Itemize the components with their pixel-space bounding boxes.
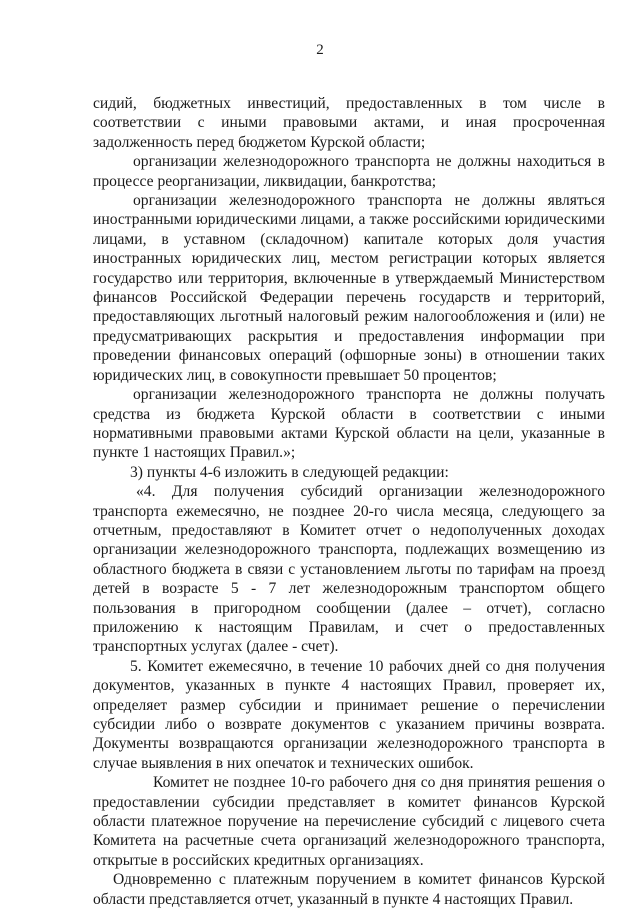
paragraph-no-other-funds: организации железнодорожного транспорта не должны получать средства из бюджета Курской области в соответствии с иными нормативными правовыми актами Курской области на цели, указанные в пункте 1 настоящих Правил.»; <box>93 386 605 462</box>
paragraph-item-3: 3) пункты 4-6 изложить в следующей редакции: <box>130 463 449 481</box>
page-number: 2 <box>316 42 324 58</box>
document-body <box>93 94 605 909</box>
paragraph-no-reorganization: организации железнодорожного транспорта не должны находиться в процессе реорганизации, ликвидации, банкротства; <box>93 153 605 190</box>
paragraph-rule-5: 5. Комитет ежемесячно, в течение 10 рабочих дней со дня получения документов, указанных в пункте 4 настоящих Правил, проверяет их, определяет размер субсидии и принимает решение о перечислении субсидии либо о возврате документов с указанием причины возврата. Документы возвращаются организации железнодорожного транспорта в случае выявления в них опечаток и технических ошибок. <box>93 657 605 772</box>
paragraph-payment-order: Комитет не позднее 10-го рабочего дня со дня принятия решения о предоставлении субсидии представляет в комитет финансов Курской области платежное поручение на перечисление субсидий с лицевого счета Комитета на расчетные счета организаций железнодорожного транспорта, открытые в российских кредитных организациях. <box>93 774 605 869</box>
paragraph-no-foreign-entities: организации железнодорожного транспорта не должны являться иностранными юридическими лицами, а также российскими юридическими лицами, в уставном (складочном) капитале которых доля участия иностранных юридических лиц, местом регистрации которых является государство или территория, включенные в утверждаемый Министерством финансов Российской Федерации перечень государств и территорий, предоставляющих льготный налоговый режим налогообложения и (или) не предусматривающих раскрытия и предоставления информации при проведении финансовых операций (офшорные зоны) в отношении таких юридических лиц, в совокупности превышает 50 процентов; <box>93 192 605 384</box>
paragraph-rule-4: «4. Для получения субсидий организации железнодорожного транспорта ежемесячно, не позднее 20-го числа месяца, следующего за отчетным, предоставляют в Комитет отчет о недополученных доходах организации железнодорожного транспорта, подлежащих возмещению из областного бюджета в связи с установлением льготы по тарифам на проезд детей в возрасте 5 - 7 лет железнодорожным транспортом общего пользования в пригородном сообщении (далее – отчет), согласно приложению к настоящим Правилам, и счет о предоставленных транспортных услугах (далее - счет). <box>93 483 605 656</box>
paragraph-report-submission: Одновременно с платежным поручением в комитет финансов Курской области представляется отчет, указанный в пункте 4 настоящих Правил. <box>93 871 605 908</box>
paragraph-subsidies-debt: сидий, бюджетных инвестиций, предоставленных в том числе в соответствии с иными правовыми актами, и иная просроченная задолженность перед бюджетом Курской области; <box>93 95 605 151</box>
